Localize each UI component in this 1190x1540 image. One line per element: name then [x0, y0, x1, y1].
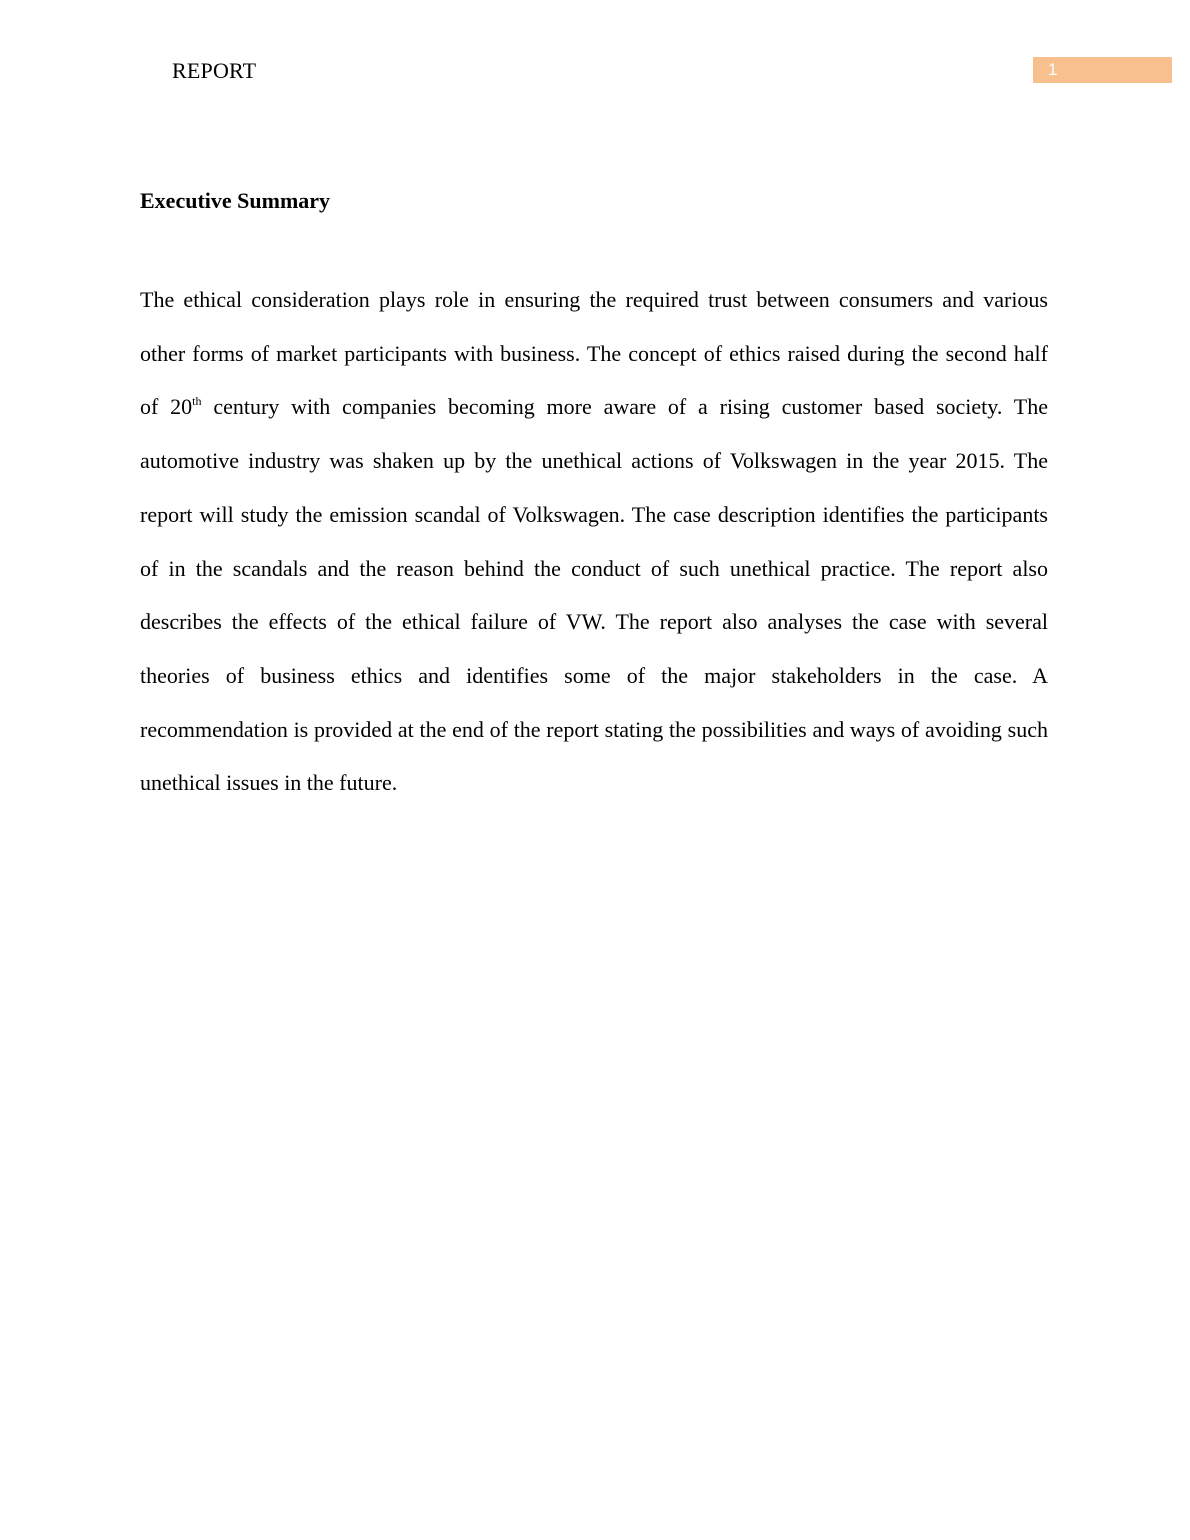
- section-heading: Executive Summary: [140, 188, 331, 213]
- ordinal-superscript: th: [192, 394, 202, 409]
- page-number-box: [1033, 57, 1172, 83]
- paragraph-text-part-1: The ethical consideration plays role in ensuring the required trust between consumers and various other forms of market participants with business. The concept of ethics raised during the second half of 20: [140, 287, 1048, 420]
- paragraph-text-part-2: century with companies becoming more aware of a rising customer based society. The automotive industry was shaken up by the unethical actions of Volkswagen in the year 2015. The report will study the emission scandal of Volkswagen. The case description identifies the participants of in the scandals and the reason behind the conduct of such unethical practice. The report also describes the effects of the ethical failure of VW. The report also analyses the case with several theories of business ethics and identifies some of the major stakeholders in the case. A recommendation is provided at the end of the report stating the possibilities and ways of avoiding such unethical issues in the future.: [140, 394, 1048, 796]
- page-number: 1: [1048, 60, 1058, 79]
- running-head: REPORT: [172, 58, 257, 83]
- summary-paragraph: [140, 273, 1048, 810]
